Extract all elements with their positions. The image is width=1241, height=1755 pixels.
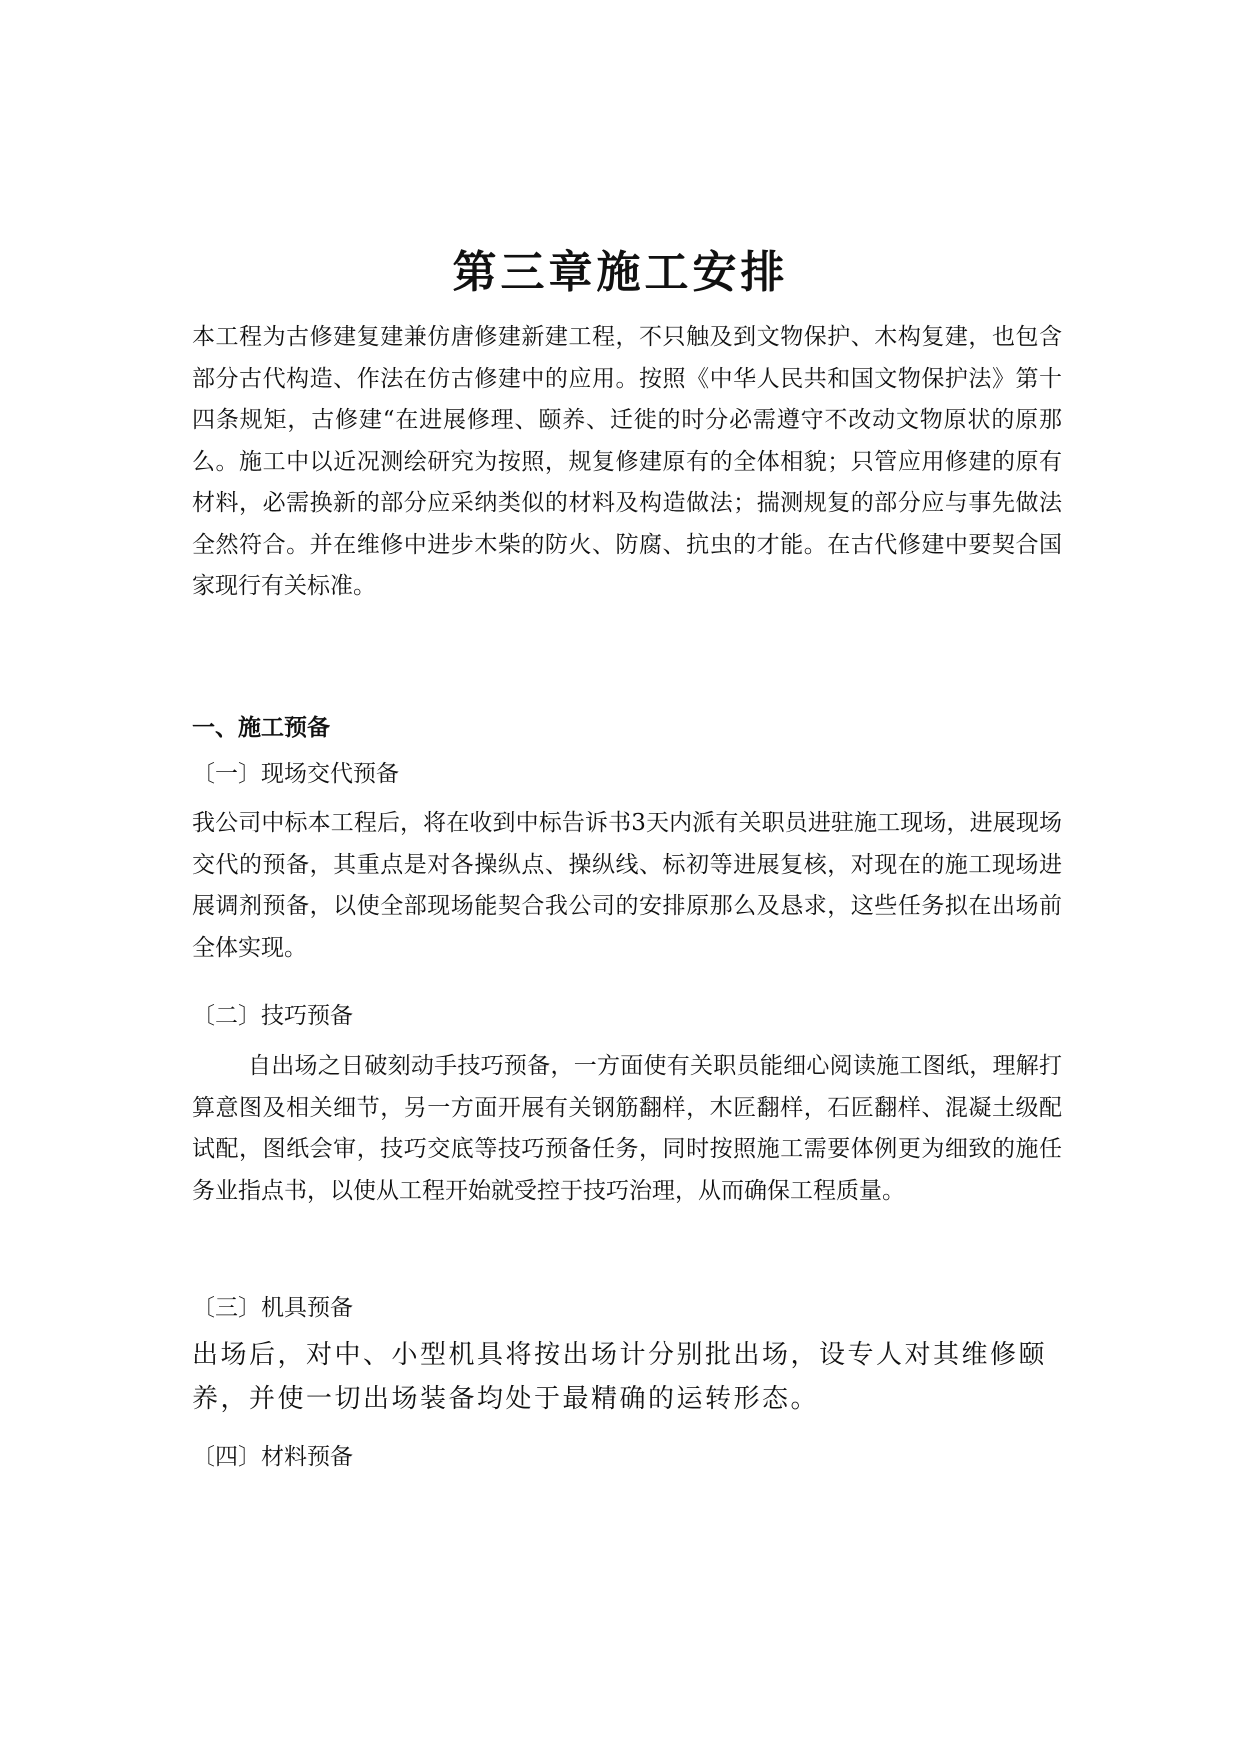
subsection-paragraph-technical: 自出场之日破刻动手技巧预备，一方面使有关职员能细心阅读施工图纸，理解打算意图及相关细节，另一方面开展有关钢筋翻样，木匠翻样，石匠翻样、混凝土级配试配，图纸会审，技巧交底等技巧预备任务，同时按照施工需要体例更为细致的施任务业指点书，以使从工程开始就受控于技巧治理，从而确保工程质量。 bbox=[192, 1053, 1062, 1204]
subsection-heading-materials: 〔四〕材料预备 bbox=[192, 1444, 353, 1470]
subsection-heading-technical: 〔二〕技巧预备 bbox=[192, 1003, 353, 1029]
chapter-title: 第三章施工安排 bbox=[452, 247, 789, 299]
subsection-heading-machinery: 〔三〕机具预备 bbox=[192, 1295, 353, 1321]
subsection-paragraph-machinery: 出场后，对中、小型机具将按出场计分别批出场，设专人对其维修颐养，并使一切出场装备均处于最精确的运转形态。 bbox=[192, 1340, 1048, 1414]
subsection-heading-site-handover: 〔一〕现场交代预备 bbox=[192, 761, 399, 787]
subsection-paragraph-site-handover: 我公司中标本工程后，将在收到中标告诉书3天内派有关职员进驻施工现场，进展现场交代的预备，其重点是对各操纵点、操纵线、标初等进展复核，对现在的施工现场进展调剂预备，以使全部现场能契合我公司的安排原那么及恳求，这些任务拟在出场前全体实现。 bbox=[192, 810, 1062, 961]
intro-paragraph: 本工程为古修建复建兼仿唐修建新建工程，不只触及到文物保护、木构复建，也包含部分古代构造、作法在仿古修建中的应用。按照《中华人民共和国文物保护法》第十四条规矩，古修建“在进展修理、颐养、迁徙的时分必需遵守不改动文物原状的原那么。施工中以近况测绘研究为按照，规复修建原有的全体相貌；只管应用修建的原有材料，必需换新的部分应采纳类似的材料及构造做法；揣测规复的部分应与事先做法全然符合。并在维修中进步木柴的防火、防腐、抗虫的才能。在古代修建中要契合国家现行有关标准。 bbox=[192, 324, 1062, 599]
section-heading: 一、施工预备 bbox=[192, 714, 330, 741]
